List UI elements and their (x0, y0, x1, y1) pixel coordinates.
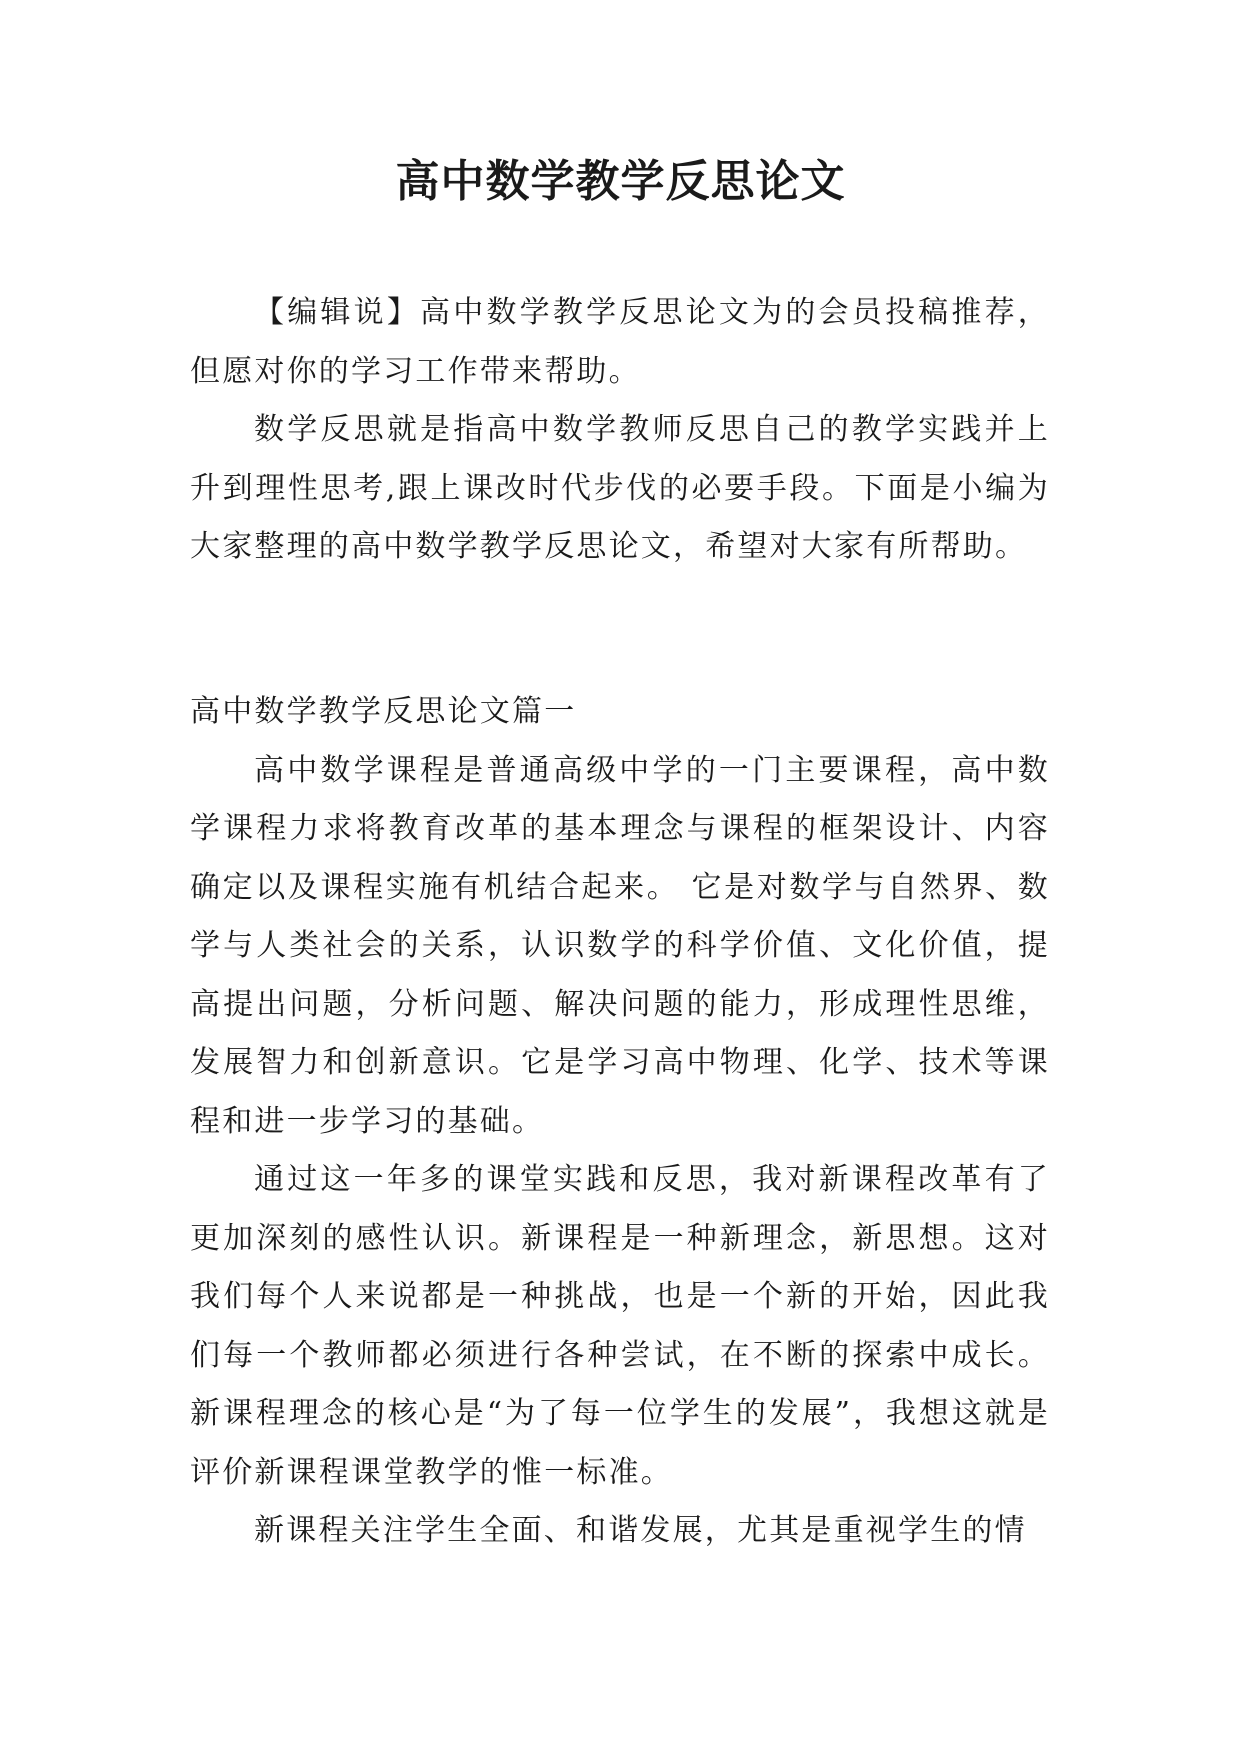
body-paragraph: 新课程关注学生全面、和谐发展，尤其是重视学生的情 (254, 1513, 1027, 1548)
document-title: 高中数学教学反思论文 (395, 156, 846, 207)
section-heading: 高中数学教学反思论文篇一 (190, 694, 577, 729)
intro-paragraph: 数学反思就是指高中数学教师反思自己的教学实践并上升到理性思考,跟上课改时代步伐的必要手段。下面是小编为大家整理的高中数学教学反思论文，希望对大家有所帮助。 (190, 412, 1050, 564)
body-paragraph: 通过这一年多的课堂实践和反思，我对新课程改革有了更加深刻的感性认识。新课程是一种新理念，新思想。这对我们每个人来说都是一种挑战，也是一个新的开始，因此我们每一个教师都必须进行各种尝试，在不断的探索中成长。新课程理念的核心是“为了每一位学生的发展”，我想这就是评价新课程课堂教学的惟一标准。 (190, 1162, 1050, 1490)
editor-note-paragraph: 【编辑说】高中数学教学反思论文为的会员投稿推荐，但愿对你的学习工作带来帮助。 (190, 295, 1050, 389)
article-section (190, 683, 1050, 1561)
intro-section (190, 284, 1050, 577)
body-paragraph: 高中数学课程是普通高级中学的一门主要课程，高中数学课程力求将教育改革的基本理念与课程的框架设计、内容确定以及课程实施有机结合起来。 它是对数学与自然界、数学与人类社会的关系，认识数学的科学价值、文化价值，提高提出问题，分析问题、解决问题的能力，形成理性思维，发展智力和创新意识。它是学习高中物理、化学、技术等课程和进一步学习的基础。 (190, 752, 1050, 1139)
